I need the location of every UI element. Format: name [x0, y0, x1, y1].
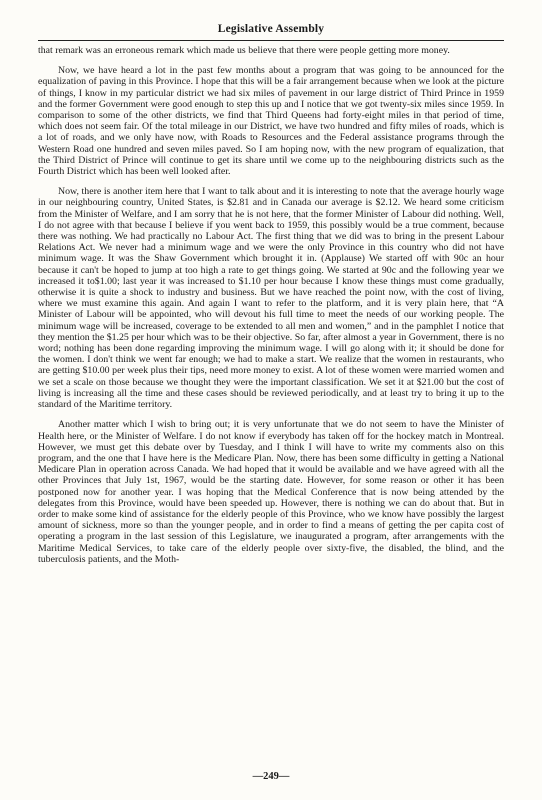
header-rule: [38, 40, 504, 41]
running-head: Legislative Assembly: [217, 23, 325, 35]
paragraph-1: that remark was an erroneous remark which made us believe that there were people getting more money.: [38, 45, 450, 56]
paragraph-4: Another matter which I wish to bring out; it is very unfortunate that we do not seem to have the Minister of Health here, or the Minister of Welfare. I do not know if everybody has taken off for the hockey match in Montreal. However, we must get this debate over by Tuesday, and I think I will have to write my comments also on this program, and the one that I have here is the Medicare Plan. Now, there has been some difficulty in getting a National Medicare Plan in operation across Canada. We had hoped that it would be available and we have agreed with all the other Provinces that July 1st, 1967, would be the starting date. However, for some reason or other it has been postponed now for another year. I was hoping that the Medical Conference that is now being attended by the delegates from this Province, would have been speeded up. However, there is nothing we can do about that. But in order to make some kind of assistance for the elderly people of this Province, who we know have possibly the largest amount of sickness, more so than the younger people, and in order to find a means of getting the per capita cost of operating a program in the last session of this Legislature, we inaugurated a program, after arrangements with the Maritime Medical Services, to take care of the elderly people over sixty-five, the disabled, the blind, and the tuberculosis patients, and the Moth-: [38, 419, 504, 565]
page-number: —249—: [252, 771, 290, 782]
paragraph-2: Now, we have heard a lot in the past few months about a program that was going to be announced for the equalization of paving in this Province. I hope that this will be a fair arrangement because when we look at the picture of things, I know in my particular district we had six miles of pavement in our large district of Third Prince in 1959 and the former Government were good enough to step this up and I notice that we got twenty-six miles since 1959. In comparison to some of the other districts, we find that Third Queens had forty-eight miles in that period of time, which does not seem fair. Of the total mileage in our District, we have two hundred and fifty miles of roads, which is a lot of roads, and we only have now, with Roads to Resources and the Federal assistance programs through the Western Road one hundred and seven miles paved. So I am hoping now, with the new program of equalization, that the Third District of Prince will continue to get its share until we come up to the neighbouring districts such as the Fourth District which has been well looked after.: [38, 65, 504, 178]
body-text: [38, 45, 504, 565]
paragraph-3: Now, there is another item here that I want to talk about and it is interesting to note that the average hourly wage in our neighbouring country, United States, is $2.81 and in Canada our average is $2.12. We heard some criticism from the Minister of Welfare, and I am sorry that he is not here, that the former Minister of Labour did nothing. Well, I do not agree with that because I believe if you went back to 1959, this possibly would be a true comment, because there was nothing. We had practically no Labour Act. The first thing that we did was to bring in the present Labour Relations Act. We never had a minimum wage and we were the only Province in this country who did not have minimum wage. It was the Shaw Government which brought it in. (Applause) We started off with 90c an hour because it can't be hoped to jump at too high a rate to get things going. We started at 90c and the following year we increased it to$1.00; last year it was increased to $1.10 per hour because I know these things must come gradually, otherwise it is quite a shock to industry and business. But we have reached the point now, with the cost of living, where we must examine this again. And again I want to refer to the platform, and it is very plain here, that “A Minister of Labour will be appointed, who will devout his full time to meet the needs of our working people. The minimum wage will be increased, coverage to be extended to all men and women,” and in the pamphlet I notice that they mention the $1.25 per hour which was to be their objective. So far, after almost a year in Government, there is no word; nothing has been done regarding improving the minimum wage. I will go along with it; it should be done for the women. I don't think we went far enough; we had to make a start. We realize that the women in restaurants, who are getting $10.00 per week plus their tips, need more money to exist. A lot of these women were married women and we set a scale on those because we thought they were the important classification. We set it at $21.00 but the cost of living is increasing all the time and these cases should be reviewed periodically, and at least try to bring it up to the standard of the Maritime territory.: [38, 186, 504, 411]
